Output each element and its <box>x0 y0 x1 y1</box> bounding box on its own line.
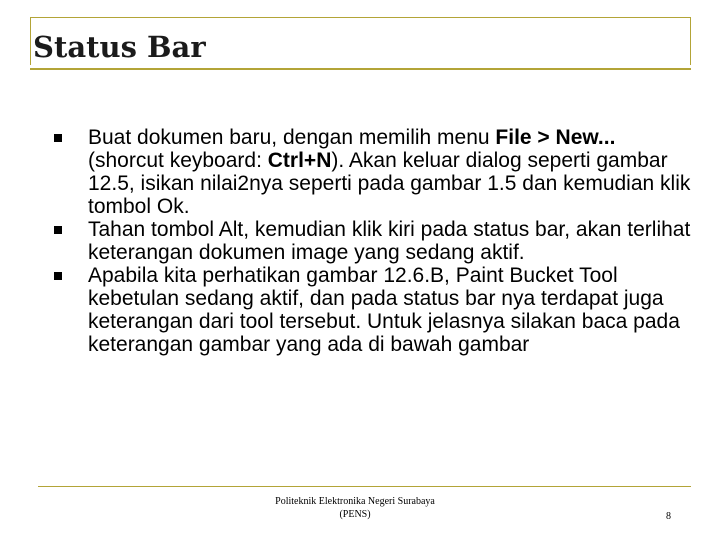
bullet-text-bold: File > New... <box>495 126 616 149</box>
bullet-text <box>88 218 690 264</box>
frame-left-line <box>30 17 31 65</box>
bullet-text <box>88 126 690 218</box>
bullet-text-bold: Ctrl+N <box>267 149 332 172</box>
bullet-text-segment: ). Akan keluar dialog seperti gambar 12.5, isikan nilai2nya seperti pada gambar 1.5 dan kemudian klik tombol Ok. <box>88 149 691 218</box>
bullet-text-segment: Buat dokumen baru, dengan memilih menu <box>88 126 496 149</box>
square-bullet-icon <box>54 226 62 234</box>
page-number: 8 <box>666 511 671 522</box>
frame-right-line <box>690 17 691 65</box>
title-underline <box>30 68 691 70</box>
bullet-item <box>52 264 692 356</box>
footer-line2: (PENS) <box>339 509 371 520</box>
footer-line1: Politeknik Elektronika Negeri Surabaya <box>275 496 435 507</box>
bullet-item <box>52 218 692 264</box>
bullet-text-segment: (shorcut keyboard: <box>88 149 268 172</box>
bullet-text-segment: Tahan tombol Alt, kemudian klik kiri pada status bar, akan terlihat keterangan dokumen image yang sedang aktif. <box>88 218 691 264</box>
footer-rule <box>38 486 691 487</box>
bullet-text <box>88 264 680 356</box>
bullet-item <box>52 126 692 218</box>
frame-top-line <box>30 17 691 18</box>
square-bullet-icon <box>54 272 62 280</box>
footer-institution <box>240 495 470 521</box>
square-bullet-icon <box>54 134 62 142</box>
bullet-text-segment: Apabila kita perhatikan gambar 12.6.B, Paint Bucket Tool kebetulan sedang aktif, dan pada status bar nya terdapat juga keterangan dari tool tersebut. Untuk jelasnya silakan baca pada keterangan gambar yang ada di bawah gambar <box>88 264 680 356</box>
bullet-list <box>52 126 692 356</box>
slide-title: Status Bar <box>33 30 206 64</box>
